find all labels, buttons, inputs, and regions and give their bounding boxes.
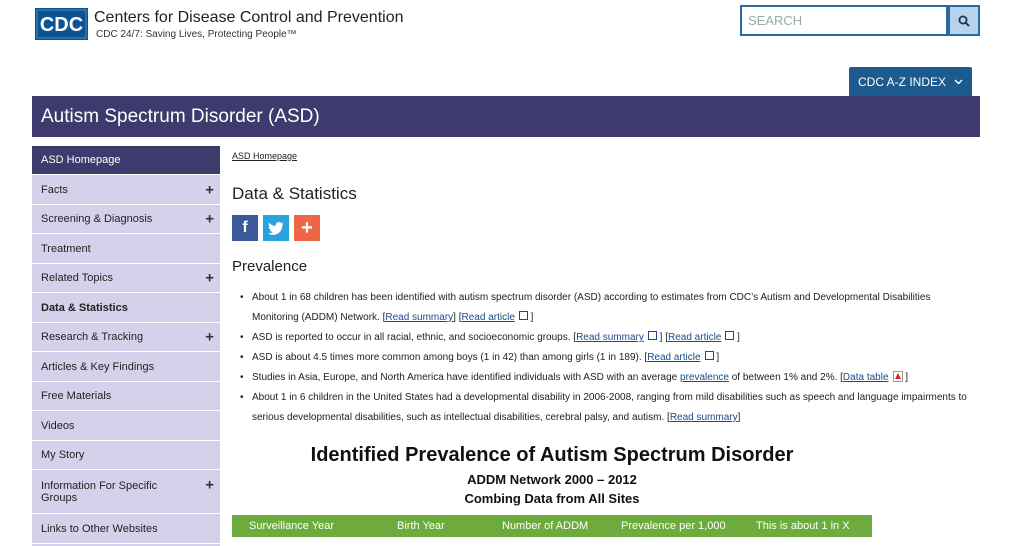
sidebar-item-label: Screening & Diagnosis — [41, 213, 153, 225]
section-title: Data & Statistics — [232, 184, 357, 203]
sidebar-item-videos[interactable] — [32, 412, 220, 441]
sidebar-item-asd-homepage[interactable] — [32, 146, 220, 175]
az-index-label: CDC A-Z INDEX — [857, 74, 946, 89]
svg-text:CDC: CDC — [39, 14, 84, 36]
list-item — [240, 288, 975, 328]
column-header-prevalence-per-1000: Prevalence per 1,000 — [621, 520, 726, 532]
expand-plus-icon[interactable]: + — [205, 181, 214, 199]
external-link-icon — [648, 331, 657, 340]
sidebar-item-label: ASD Homepage — [41, 154, 121, 166]
fact-separator: of between 1% and 2%. [ — [728, 372, 843, 383]
sidebar-item-information-specific-groups[interactable] — [32, 471, 220, 514]
list-item — [240, 368, 975, 388]
facebook-share-button[interactable] — [232, 215, 258, 241]
sidebar-item-label: Information For Specific Groups — [41, 480, 158, 504]
sidebar-item-my-story[interactable] — [32, 441, 220, 470]
external-link-icon — [519, 311, 528, 320]
column-header-number-of-addm: Number of ADDM — [502, 520, 589, 532]
read-article-link[interactable]: Read article — [461, 312, 515, 323]
cdc-logo[interactable] — [35, 8, 88, 40]
read-summary-link[interactable]: Read summary — [576, 332, 644, 343]
sidebar-item-treatment[interactable] — [32, 235, 220, 264]
list-item — [240, 328, 975, 348]
chart-subtitle: Combing Data from All Sites — [464, 491, 640, 506]
title-bar — [32, 96, 980, 137]
share-more-button[interactable] — [294, 215, 320, 241]
sidebar-nav — [32, 146, 220, 546]
expand-plus-icon[interactable]: + — [205, 210, 214, 228]
fact-separator: ] [ — [453, 312, 462, 323]
search-button[interactable] — [948, 5, 980, 36]
chart-title: Identified Prevalence of Autism Spectrum Disorder — [310, 444, 794, 466]
list-item — [240, 388, 975, 428]
page-title: Autism Spectrum Disorder (ASD) — [41, 106, 320, 127]
twitter-icon — [268, 222, 284, 235]
pdf-icon — [893, 371, 903, 382]
column-header-birth-year: Birth Year — [397, 520, 445, 532]
facts-list — [240, 288, 975, 428]
search-input[interactable] — [740, 5, 948, 36]
sidebar-item-facts[interactable] — [32, 176, 220, 205]
search-icon — [958, 15, 970, 27]
fact-end: ] — [902, 372, 909, 383]
fact-text: About 1 in 6 children in the United States had a developmental disability in 2006-2008, ranging from mild disabilities such as speech and language impairments to serious developmental disabilities, such as intellectual disabilities, cerebral palsy, and autism. [ — [252, 392, 967, 423]
sidebar-item-label: Videos — [41, 420, 75, 432]
fact-end: ] — [737, 412, 741, 423]
sidebar-item-data-statistics[interactable] — [32, 294, 220, 323]
fact-text: ASD is about 4.5 times more common among boys (1 in 42) than among girls (1 in 189). [ — [252, 352, 648, 363]
sidebar-item-label: Free Materials — [41, 390, 112, 402]
fact-text: Studies in Asia, Europe, and North America have identified individuals with ASD with an average — [252, 372, 681, 383]
fact-end: ] — [713, 352, 720, 363]
column-header-surveillance-year: Surveillance Year — [249, 520, 335, 532]
fact-text: ASD is reported to occur in all racial, ethnic, and socioeconomic groups. [ — [252, 332, 577, 343]
read-summary-link[interactable]: Read summary — [669, 412, 738, 423]
sidebar-item-label: Research & Tracking — [41, 331, 144, 343]
sidebar-item-label: Related Topics — [41, 272, 113, 284]
sidebar-item-research-tracking[interactable] — [32, 323, 220, 352]
sidebar-item-articles-key-findings[interactable] — [32, 353, 220, 382]
read-article-link[interactable]: Read article — [668, 332, 722, 343]
plus-icon: + — [301, 216, 313, 239]
list-item — [240, 348, 975, 368]
column-header-about-1-in-x: This is about 1 in X — [756, 520, 850, 532]
expand-plus-icon[interactable]: + — [205, 476, 214, 494]
external-link-icon — [725, 331, 734, 340]
fact-end: ] — [527, 312, 534, 323]
read-article-link[interactable]: Read article — [647, 352, 701, 363]
sidebar-item-screening-diagnosis[interactable] — [32, 205, 220, 234]
facebook-icon: f — [242, 219, 248, 236]
cdc-az-index-button[interactable] — [849, 67, 972, 96]
sidebar-item-label: My Story — [41, 449, 85, 461]
tagline: CDC 24/7: Saving Lives, Protecting People™ — [96, 29, 297, 40]
data-table-link[interactable]: Data table — [842, 372, 889, 383]
sidebar-item-label: Data & Statistics — [41, 302, 128, 314]
fact-text: About 1 in 68 children has been identified with autism spectrum disorder (ASD) according to estimates from CDC’s Autism and Developmental Disabilities Monitoring (ADDM) Network. [ — [252, 292, 931, 323]
sidebar-item-label: Facts — [41, 184, 68, 196]
chevron-down-icon — [954, 79, 963, 85]
twitter-share-button[interactable] — [263, 215, 289, 241]
expand-plus-icon[interactable]: + — [205, 269, 214, 287]
fact-end: ] — [734, 332, 740, 343]
sidebar-item-label: Treatment — [41, 243, 91, 255]
subsection-title: Prevalence — [232, 258, 308, 275]
external-link-icon — [705, 351, 714, 360]
prevalence-link[interactable]: prevalence — [680, 372, 729, 383]
read-summary-link[interactable]: Read summary — [385, 312, 454, 323]
fact-separator: ] [ — [656, 332, 668, 343]
breadcrumb-asd-homepage[interactable]: ASD Homepage — [232, 151, 298, 161]
expand-plus-icon[interactable]: + — [205, 328, 214, 346]
chart-subtitle: ADDM Network 2000 – 2012 — [467, 472, 637, 487]
org-name: Centers for Disease Control and Prevention — [94, 9, 404, 26]
sidebar-item-label: Articles & Key Findings — [41, 361, 155, 373]
sidebar-item-related-topics[interactable] — [32, 264, 220, 293]
sidebar-item-free-materials[interactable] — [32, 382, 220, 411]
sidebar-item-links-other-websites[interactable] — [32, 515, 220, 544]
sidebar-item-label: Links to Other Websites — [41, 523, 158, 535]
